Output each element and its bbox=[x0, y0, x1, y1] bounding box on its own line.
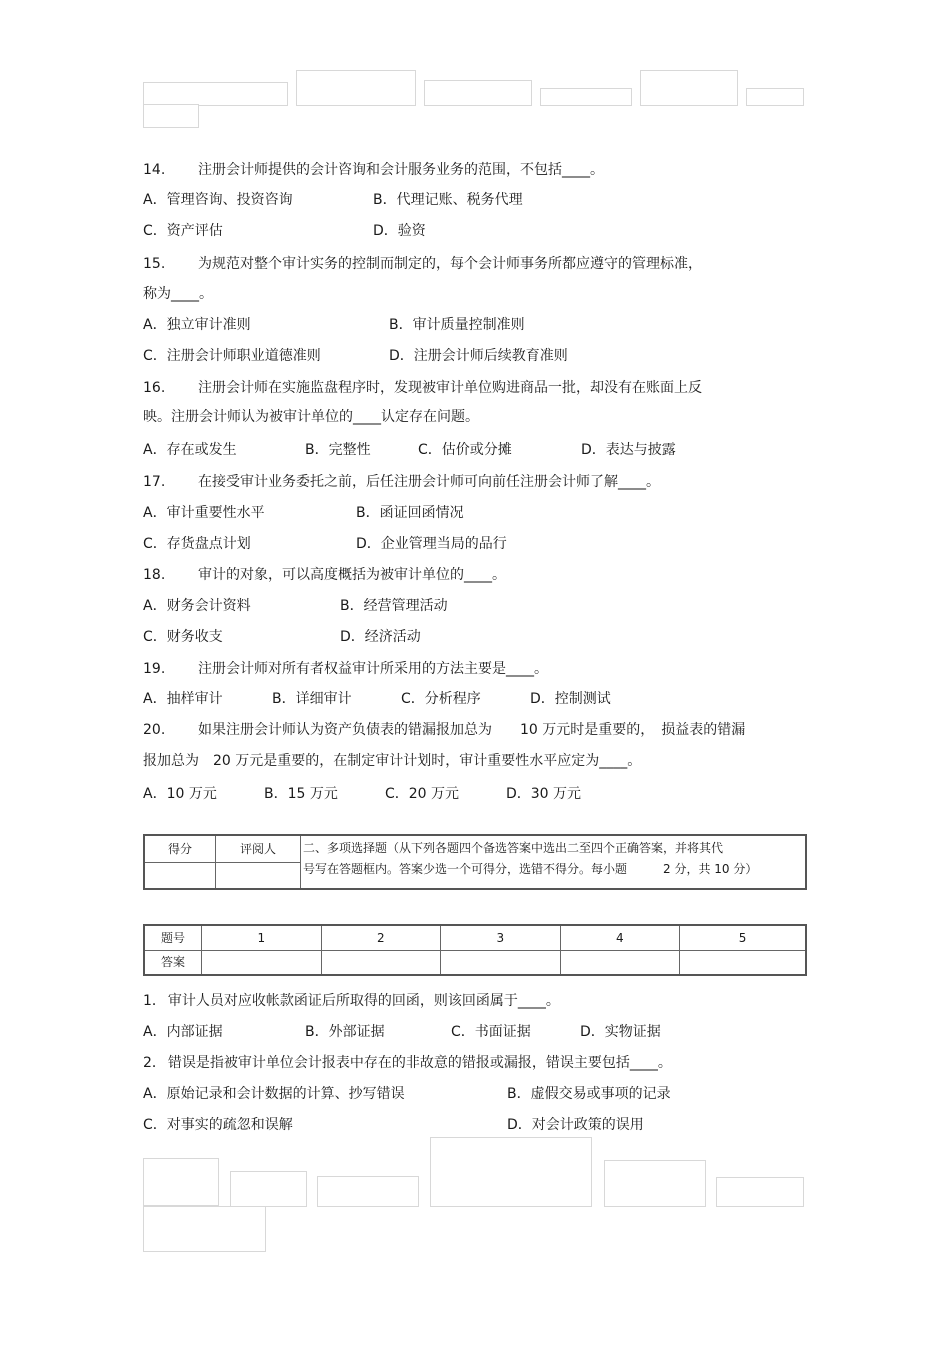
score-input-cell[interactable] bbox=[144, 862, 216, 889]
decorative-frame-top-4 bbox=[540, 88, 632, 106]
question-multi-1 bbox=[143, 991, 560, 1011]
option-c: C．资产评估 bbox=[143, 223, 223, 239]
question-16 bbox=[143, 378, 702, 398]
score-label: 得分 bbox=[144, 835, 216, 862]
option-a: A．审计重要性水平 bbox=[143, 505, 265, 521]
option-b: B．15 万元 bbox=[264, 786, 338, 802]
option-a: A．财务会计资料 bbox=[143, 598, 251, 614]
option-a: A．存在或发生 bbox=[143, 442, 237, 458]
option-c: C．财务收支 bbox=[143, 629, 223, 645]
answer-cell[interactable] bbox=[441, 950, 561, 975]
options-row bbox=[143, 440, 823, 460]
grid-number: 3 bbox=[441, 925, 561, 950]
question-number: 18. bbox=[143, 567, 166, 583]
decorative-frame-top-2 bbox=[296, 70, 416, 106]
option-d: D．30 万元 bbox=[506, 786, 582, 802]
option-c: C．估价或分摊 bbox=[418, 442, 512, 458]
option-c: C．分析程序 bbox=[401, 691, 481, 707]
question-15 bbox=[143, 254, 702, 274]
question-17 bbox=[143, 472, 660, 492]
option-d: D．控制测试 bbox=[530, 691, 611, 707]
option-a: A．抽样审计 bbox=[143, 691, 223, 707]
question-text: 注册会计师提供的会计咨询和会计服务业务的范围，不包括____。 bbox=[198, 162, 604, 178]
section-instruction bbox=[303, 838, 757, 880]
instruction-line-1: 二、多项选择题（从下列各题四个备选答案中选出二至四个正确答案，并将其代 bbox=[303, 841, 724, 855]
answer-cell[interactable] bbox=[680, 950, 806, 975]
option-d: D．表达与披露 bbox=[581, 442, 676, 458]
decorative-frame-bottom-2 bbox=[230, 1171, 307, 1207]
question-19 bbox=[143, 659, 548, 679]
option-c: C．存货盘点计划 bbox=[143, 536, 251, 552]
option-c: C．书面证据 bbox=[451, 1024, 531, 1040]
options-row bbox=[143, 346, 823, 366]
reviewer-label: 评阅人 bbox=[216, 835, 301, 862]
answer-cell[interactable] bbox=[321, 950, 441, 975]
option-c: C．注册会计师职业道德准则 bbox=[143, 348, 321, 364]
decorative-frame-top-5 bbox=[640, 70, 738, 106]
option-a: A．原始记录和会计数据的计算、抄写错误 bbox=[143, 1086, 405, 1102]
option-b: B．外部证据 bbox=[305, 1024, 385, 1040]
decorative-frame-bottom-1 bbox=[143, 1158, 219, 1206]
grid-number: 1 bbox=[202, 925, 322, 950]
question-number: 14. bbox=[143, 162, 166, 178]
option-b: B．函证回函情况 bbox=[356, 505, 464, 521]
question-14 bbox=[143, 160, 604, 180]
option-b: B．完整性 bbox=[305, 442, 371, 458]
answer-cell[interactable] bbox=[202, 950, 322, 975]
option-b: B．虚假交易或事项的记录 bbox=[507, 1086, 671, 1102]
reviewer-input-cell[interactable] bbox=[216, 862, 301, 889]
question-text: 为规范对整个审计实务的控制而制定的，每个会计师事务所都应遵守的管理标准， bbox=[198, 256, 702, 272]
option-d: D．实物证据 bbox=[580, 1024, 661, 1040]
grid-number: 5 bbox=[680, 925, 806, 950]
options-row bbox=[143, 534, 823, 554]
option-a: A．管理咨询、投资咨询 bbox=[143, 192, 293, 208]
question-multi-2 bbox=[143, 1053, 672, 1073]
options-row bbox=[143, 1022, 823, 1042]
decorative-frame-top-7 bbox=[143, 104, 199, 128]
decorative-frame-top-6 bbox=[746, 88, 804, 106]
question-number: 2． bbox=[143, 1055, 166, 1071]
option-b: B．详细审计 bbox=[272, 691, 352, 707]
decorative-frame-bottom-3 bbox=[317, 1176, 419, 1207]
options-row bbox=[143, 1084, 823, 1104]
option-c: C．对事实的疏忽和误解 bbox=[143, 1117, 293, 1133]
options-row bbox=[143, 503, 823, 523]
question-text-continued: 报加总为 20 万元是重要的，在制定审计计划时，审计重要性水平应定为____。 bbox=[143, 753, 642, 769]
option-c: C．20 万元 bbox=[385, 786, 460, 802]
decorative-frame-bottom-5 bbox=[604, 1160, 706, 1207]
question-text: 注册会计师对所有者权益审计所采用的方法主要是____。 bbox=[198, 661, 548, 677]
option-b: B．审计质量控制准则 bbox=[389, 317, 525, 333]
options-row bbox=[143, 190, 823, 210]
options-row bbox=[143, 1115, 823, 1135]
question-number: 15. bbox=[143, 256, 166, 272]
question-number: 20. bbox=[143, 722, 166, 738]
score-box bbox=[143, 834, 807, 890]
question-number: 19. bbox=[143, 661, 166, 677]
question-text: 注册会计师在实施监盘程序时，发现被审计单位购进商品一批，却没有在账面上反 bbox=[198, 380, 702, 396]
question-number: 16. bbox=[143, 380, 166, 396]
question-18 bbox=[143, 565, 506, 585]
option-d: D．验资 bbox=[373, 223, 426, 239]
answer-cell[interactable] bbox=[560, 950, 680, 975]
question-number: 17. bbox=[143, 474, 166, 490]
option-d: D．企业管理当局的品行 bbox=[356, 536, 507, 552]
grid-number: 2 bbox=[321, 925, 441, 950]
decorative-frame-bottom-4 bbox=[430, 1137, 592, 1207]
question-text: 审计人员对应收帐款函证后所取得的回函，则该回函属于____。 bbox=[167, 993, 560, 1009]
grid-row-label-number: 题号 bbox=[144, 925, 202, 950]
question-text: 审计的对象，可以高度概括为被审计单位的____。 bbox=[198, 567, 506, 583]
option-a: A．内部证据 bbox=[143, 1024, 223, 1040]
option-d: D．经济活动 bbox=[340, 629, 421, 645]
decorative-frame-bottom-7 bbox=[143, 1206, 266, 1252]
option-b: B．代理记账、税务代理 bbox=[373, 192, 523, 208]
question-text-continued: 称为____。 bbox=[143, 286, 213, 302]
options-row bbox=[143, 221, 823, 241]
question-20 bbox=[143, 720, 745, 740]
question-text: 在接受审计业务委托之前，后任注册会计师可向前任注册会计师了解____。 bbox=[198, 474, 660, 490]
options-row bbox=[143, 627, 823, 647]
question-number: 1． bbox=[143, 993, 166, 1009]
question-text-continued: 映。注册会计师认为被审计单位的____认定存在问题。 bbox=[143, 409, 479, 425]
grid-row-label-answer: 答案 bbox=[144, 950, 202, 975]
decorative-frame-top-3 bbox=[424, 80, 532, 106]
option-a: A．10 万元 bbox=[143, 786, 217, 802]
answer-grid bbox=[143, 924, 807, 976]
option-a: A．独立审计准则 bbox=[143, 317, 251, 333]
decorative-frame-top-1 bbox=[143, 82, 288, 106]
question-text: 错误是指被审计单位会计报表中存在的非故意的错报或漏报，错误主要包括____。 bbox=[167, 1055, 672, 1071]
option-d: D．对会计政策的误用 bbox=[507, 1117, 644, 1133]
options-row bbox=[143, 784, 823, 804]
decorative-frame-bottom-6 bbox=[716, 1177, 804, 1207]
options-row bbox=[143, 689, 823, 709]
option-b: B．经营管理活动 bbox=[340, 598, 448, 614]
instruction-line-2: 号写在答题框内。答案少选一个可得分，选错不得分。每小题 2 分，共 10 分） bbox=[303, 862, 758, 876]
options-row bbox=[143, 596, 823, 616]
question-text: 如果注册会计师认为资产负债表的错漏报加总为 10 万元时是重要的， 损益表的错漏 bbox=[198, 722, 746, 738]
grid-number: 4 bbox=[560, 925, 680, 950]
options-row bbox=[143, 315, 823, 335]
option-d: D．注册会计师后续教育准则 bbox=[389, 348, 568, 364]
